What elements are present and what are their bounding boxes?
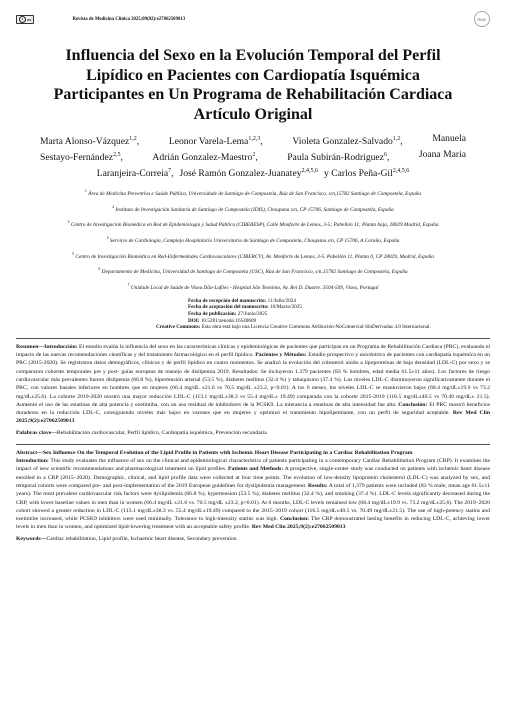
article-title [16, 46, 490, 124]
author: Adrián Gonzalez-Maestro$^2$, [152, 151, 258, 163]
section-divider [16, 444, 490, 445]
article-type: Artículo Original [193, 105, 313, 123]
title-line: Participantes en Un Programa de Rehabilitación Cardiaca [53, 86, 453, 103]
journal-header [16, 10, 490, 28]
author: Manuela [432, 133, 466, 144]
published-date: Fecha de publicación: 27/Junio/2025 [188, 310, 268, 317]
cc-license-badge[interactable]: c cc [16, 15, 34, 24]
affiliation: $^3$ Centro de Investigación Biomédica en Red de Epidemiología y Salud Pública (CIBERESP), Calle Monforte de Lemos, 3-5; Pabellón 11; Planta baja, 28029 Madrid, España [67, 219, 439, 229]
journal-logo: RMC [474, 11, 490, 27]
author: José Ramón Gonzalez-Juanatey$^{2,4,5,6}$ [179, 167, 319, 179]
journal-citation: Revista de Medicina Clínica 2025;09(02):e27062509013 [72, 16, 186, 22]
keywords: Keywords—Cardiac rehabilitation, Lipid profile, Ischaemic heart disease, Secondary prevention [16, 535, 237, 542]
affiliation: $^4$ Servicio de Cardiología, Complejo Hospitalario Universitario de Santiago de Compostela, Choupana s/n, CP 15706, A Coruña, España [106, 235, 400, 244]
citation: Rev Med Clin 2025;9(2):e27062509013 [251, 524, 346, 531]
affiliation: $^2$ Instituto de Investigación Sanitaria de Santiago de Compostela (IDIS), Choupana s/n, CP 15706, Santiago de Compostela, España [112, 203, 394, 213]
license-statement: Creative Commons: Esta obra está bajo una Licencia Creative Commons Atribución-NoComercial-SinDerivadas 4.0 Internacional. [156, 324, 431, 331]
author: Joana Maria [418, 148, 466, 160]
creative-commons-icon: c [19, 16, 26, 23]
author-line [40, 149, 466, 165]
section-divider [16, 338, 490, 339]
affiliation: $^7$ Unidade Local de Saúde de Viseu Dão-Lafões - Hospital São Teotónio, Av. Rei D. Duarte. 3504-509, Viseu, Portugal [127, 281, 379, 291]
palabras-clave: Palabras clave—Rehabilitación cardiovascular, Perfil lipídico, Cardiopatía isquémica, Prevención secundaria [16, 429, 267, 436]
title-line: Lipídico en Pacientes con Cardiopatía Isquémica [86, 66, 420, 84]
manuscript-dates [16, 298, 490, 331]
author: Marta Alonso-Vázquez$^{1,2}$, [40, 136, 140, 148]
affiliation: $^5$ Centro de Investigación Biomédica en Red-Enfermedades Cardiovasculares (CIBERCV), Av. Monforte de Lemos, 3-5. Pabellón 11. Planta 0, CP 28029, Madrid, España [72, 250, 434, 260]
resumen: Resumen—Introducción: El estudio evalúa la influencia del sexo en las características clínicas y epidemiológicas de pacientes que participan en un Programa de Rehabilitación Cardíaca (PRC), evaluando el impacto de las nuevas recomendaciones científicas y del tratamiento farmacológico en el perfil lipídico. Pacientes y Métodos: Estudio prospectivo y unicéntrico de pacientes con cardiopatía isquémica en un PRC (2015-2020). Se registraron datos demográficos, clínicos y de perfil lipídico en cuatro momentos. Se analizó la evolución del colesterol unido a lipoproteínas de baja densidad (LDL-C) por sexo y se compararon cohortes temporales pre y post- guías europeas de manejo de dislipemia 2019. Resultados: Se incluyeron 1.379 pacientes (83 % hombres, edad media 61.5±11 años). Los factores de riesgo cardiovascular más prevalentes fueron dislipemia (66.8 %), hipertensión arterial (53.5 %), diabetes mellitus (32.4 %) y tabaquismo (37.4 %). Los niveles LDL-C disminuyeron significativamente durante el PRC, con valores basales inferiores en hombres que en mujeres (66.4 mg/dL ±21.6 vs 70.5 mg/dL ±23.2, p<0.01). A los 6 meses, los niveles LDL-C se mantuvieron bajos (68.4 mg/dL±19.9 vs 73.2 mg/dL±25.6). La cohorte 2019-2020 mostró una mayor reducción LDL-C (113.1 mg/dL±38.3 vs 55.4 mg/dL± 19.49) comparada con la cohorte 2015-2019 (116.5 mg/dL±40.5 vs 70.49 mg/dL± 21.5). Aumentó el uso de las estatinas de alta potencia y ezetimiba, con un uso residual de inhibidores de la PCSK9. La tolerancia a estatinas de alta intensidad fue alta. Conclusión: El PRC mostró beneficios duraderos en la reducción LDL-C, consiguiendo niveles más bajos en varones que en mujeres y optimizó el tratamiento hipolipemiante, con un perfil de seguridad aceptable. Rev Med Clin 2025;9(2):e27062509013 [16, 343, 491, 425]
accepted-date: Fecha de aceptación del manuscrito: 16/Marzo/2025 [188, 304, 302, 311]
affiliation: $^6$ Departamento de Medicina, Universidad de Santiago de Compostela (USC), Rúa de San Francisco, s/n,15782 Santiago de Compostela, España [98, 266, 408, 275]
author-list [16, 133, 490, 180]
author: y Carlos Peña-Gil$^{2,4,5,6}$ [324, 167, 410, 179]
author: Sestayo-Fernández$^{2,5}$, [40, 151, 123, 163]
affiliation: $^1$ Área de Medicina Preventiva e Saúde Pública, Universidade de Santiago de Compostela, Rúa de San Francisco, s/n,15782 Santiago de Compostela, España [84, 188, 422, 198]
citation: Rev Med Clin 2025;9(2):e27062509013 [16, 410, 490, 425]
author-line [40, 165, 466, 181]
affiliations [16, 187, 490, 291]
abstract: Abstract—Sex Influence On the Temporal Evolution of the Lipid Profile in Patients with Ischemic Heart Disease Participating in a Cardiac Rehabilitation Program Introduction: This study evaluates the influence of sex on the clinical and epidemiological characteristics of patients participating in a contemporary Cardiac Rehabilitation Program (CRP). It examines the impact of new scientific recommendations and pharmacological treatment on lipid profiles. Patients and Methods: A prospective, single-center study was conducted on patients with ischemic heart disease enrolled in a CRP (2015–2020). Demographic, clinical, and lipid profile data were collected at four time points. The evolution of low-density lipoprotein cholesterol (LDL-C) was analyzed by sex, and temporal cohorts were compared pre- and post-implementation of the 2019 European guidelines for dyslipidemia management. Results: A total of 1,379 patients were included (83 % male, mean age 61.5±11 years). The most prevalent cardiovascular risk factors were dyslipidemia (66.8 %), hypertension (53.5 %), diabetes mellitus (32.4 %), and smoking (37.4 %). LDL-C levels significantly decreased during the CRP, with lower baseline values in men than in women (66.4 mg/dL ±21.6 vs. 70.5 mg/dL ±23.2, p<0.01). At 6 months, LDL-C levels remained low (68.4 mg/dL±19.9 vs. 73.2 mg/dL±25.6). The 2019–2020 cohort showed a greater reduction in LDL-C (113.1 mg/dL±38.3 vs. 55.4 mg/dL±19.49) compared to the 2015–2019 cohort (116.5 mg/dL±40.5 vs. 70.49 mg/dL±21.5). The use of high-potency statins and ezetimibe increased, while PCSK9 inhibitors were used minimally. Tolerance to high-intensity statins was high. Conclusion: The CRP demonstrated lasting benefits in reducing LDL-C, achieving lower levels in men than in women, and optimized lipid-lowering treatment with an acceptable safety profile. Rev Med Clin 2025;9(2):e27062509013 [16, 449, 491, 531]
title-line: Influencia del Sexo en la Evolución Temporal del Perfil [65, 47, 441, 64]
received-date: Fecha de recepción del manuscrito: 11/Julio/2024 [188, 297, 296, 304]
author: Laranjeira-Correia$^7$, [96, 167, 174, 179]
author-line [40, 133, 466, 149]
doi[interactable]: DOI: 10.5281/zenodo.16540609 [188, 317, 257, 324]
abstract-title: Sex Influence On the Temporal Evolution of the Lipid Profile in Patients with Ischemic Heart Disease Participating in a Cardiac Rehabilitation Program [42, 449, 413, 456]
author: Violeta Gonzalez-Salvado$^{1,2}$, [292, 136, 403, 148]
author: Paula Subirán-Rodriguez$^6$, [287, 151, 390, 163]
author: Leonor Varela-Lema$^{1,2,3}$, [168, 136, 263, 148]
